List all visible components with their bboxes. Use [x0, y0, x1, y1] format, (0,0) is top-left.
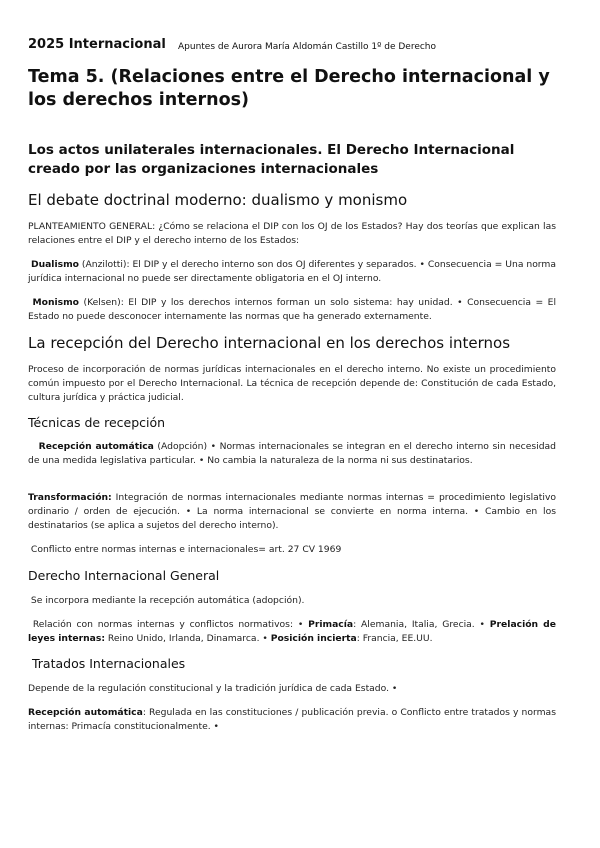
course-label: 2025 Internacional — [28, 37, 166, 52]
conflicto-text: Conflicto entre normas internas e internacionales= art. 27 CV 1969 — [30, 544, 342, 555]
recepcion-intro: Proceso de incorporación de normas jurídicas internacionales en el derecho interno. No existe un procedimiento común impuesto por el Derecho Internacional. La técnica de recepción depende de: Constitución de cada Estado, cultura jurídica y práctica judicial. — [28, 364, 556, 403]
debate-heading: El debate doctrinal moderno: dualismo y monismo — [28, 191, 408, 209]
tratados-heading-text: Tratados Internacionales — [31, 656, 186, 671]
tratados-heading — [28, 656, 185, 671]
dualismo-text: (Anzilotti): El DIP y el derecho interno son dos OJ diferentes y separados. • Consecuencia = Una norma jurídica internacional no puede ser directamente obligatoria en el OJ interno. — [28, 259, 557, 284]
dualismo-term: Dualismo — [30, 259, 79, 270]
transformacion-term: Transformación: — [28, 492, 112, 503]
tratados-paragraph-1: Depende de la regulación constitucional y la tradición jurídica de cada Estado. • — [28, 683, 398, 694]
dig-text-1: Se incorpora mediante la recepción automática (adopción). — [30, 595, 305, 606]
monismo-text: (Kelsen): El DIP y los derechos internos forman un solo sistema: hay unidad. • Consecuencia = El Estado no puede desconocer internamente las normas que ha generado externamente. — [28, 297, 557, 322]
primacia-text: : Alemania, Italia, Grecia. • — [353, 619, 490, 630]
dig-heading: Derecho Internacional General — [28, 568, 220, 583]
page-title: Tema 5. (Relaciones entre el Derecho internacional y los derechos internos) — [28, 67, 550, 110]
dig-paragraph-1 — [28, 594, 556, 608]
transformacion-paragraph — [28, 491, 556, 533]
conflicto-paragraph — [28, 543, 556, 557]
relacion-text: Relación con normas internas y conflictos normativos: • — [32, 619, 309, 630]
author-label: Apuntes de Aurora María Aldomán Castillo 1º de Derecho — [178, 42, 437, 52]
recepcion-automatica-text: (Adopción) • Normas internacionales se integran en el derecho interno sin necesidad de una medida legislativa particular. • No cambia la naturaleza de la norma ni sus destinatarios. — [28, 441, 556, 466]
monismo-term: Monismo — [32, 297, 79, 308]
recepcion-heading: La recepción del Derecho internacional en los derechos internos — [28, 334, 511, 352]
dig-paragraph-2 — [28, 618, 556, 646]
section-subtitle: Los actos unilaterales internacionales. El Derecho Internacional creado por las organizaciones internacionales — [28, 142, 515, 177]
transformacion-text: Integración de normas internacionales mediante normas internas = procedimiento legislativo ordinario / orden de ejecución. • La norma internacional se convierte en norma interna. • Cambio en los destinatarios (se aplica a sujetos del derecho interno). — [28, 492, 556, 531]
incierta-text: : Francia, EE.UU. — [356, 633, 433, 644]
tratados-automatica-term: Recepción automática — [28, 707, 143, 718]
debate-intro: PLANTEAMIENTO GENERAL: ¿Cómo se relaciona el DIP con los OJ de los Estados? Hay dos teorías que explican las relaciones entre el DIP y el derecho interno de los Estados: — [28, 221, 556, 246]
tratados-automatica-text: : Regulada en las constituciones / publicación previa. o Conflicto entre tratados y normas internas: Primacía constitucionalmente. • — [28, 707, 556, 732]
recepcion-automatica-term: Recepción automática — [38, 441, 154, 452]
prelacion-term: Prelación de leyes internas: — [28, 619, 556, 644]
primacia-term: Primacía — [308, 619, 354, 630]
page-header — [28, 37, 556, 57]
recepcion-automatica-paragraph — [28, 440, 556, 468]
tecnicas-heading: Técnicas de recepción — [28, 415, 166, 430]
monismo-paragraph — [28, 296, 556, 324]
dualismo-paragraph — [28, 258, 556, 286]
tratados-paragraph-2 — [28, 706, 556, 734]
incierta-term: Posición incierta — [270, 633, 357, 644]
prelacion-text: Reino Unido, Irlanda, Dinamarca. • — [105, 633, 271, 644]
